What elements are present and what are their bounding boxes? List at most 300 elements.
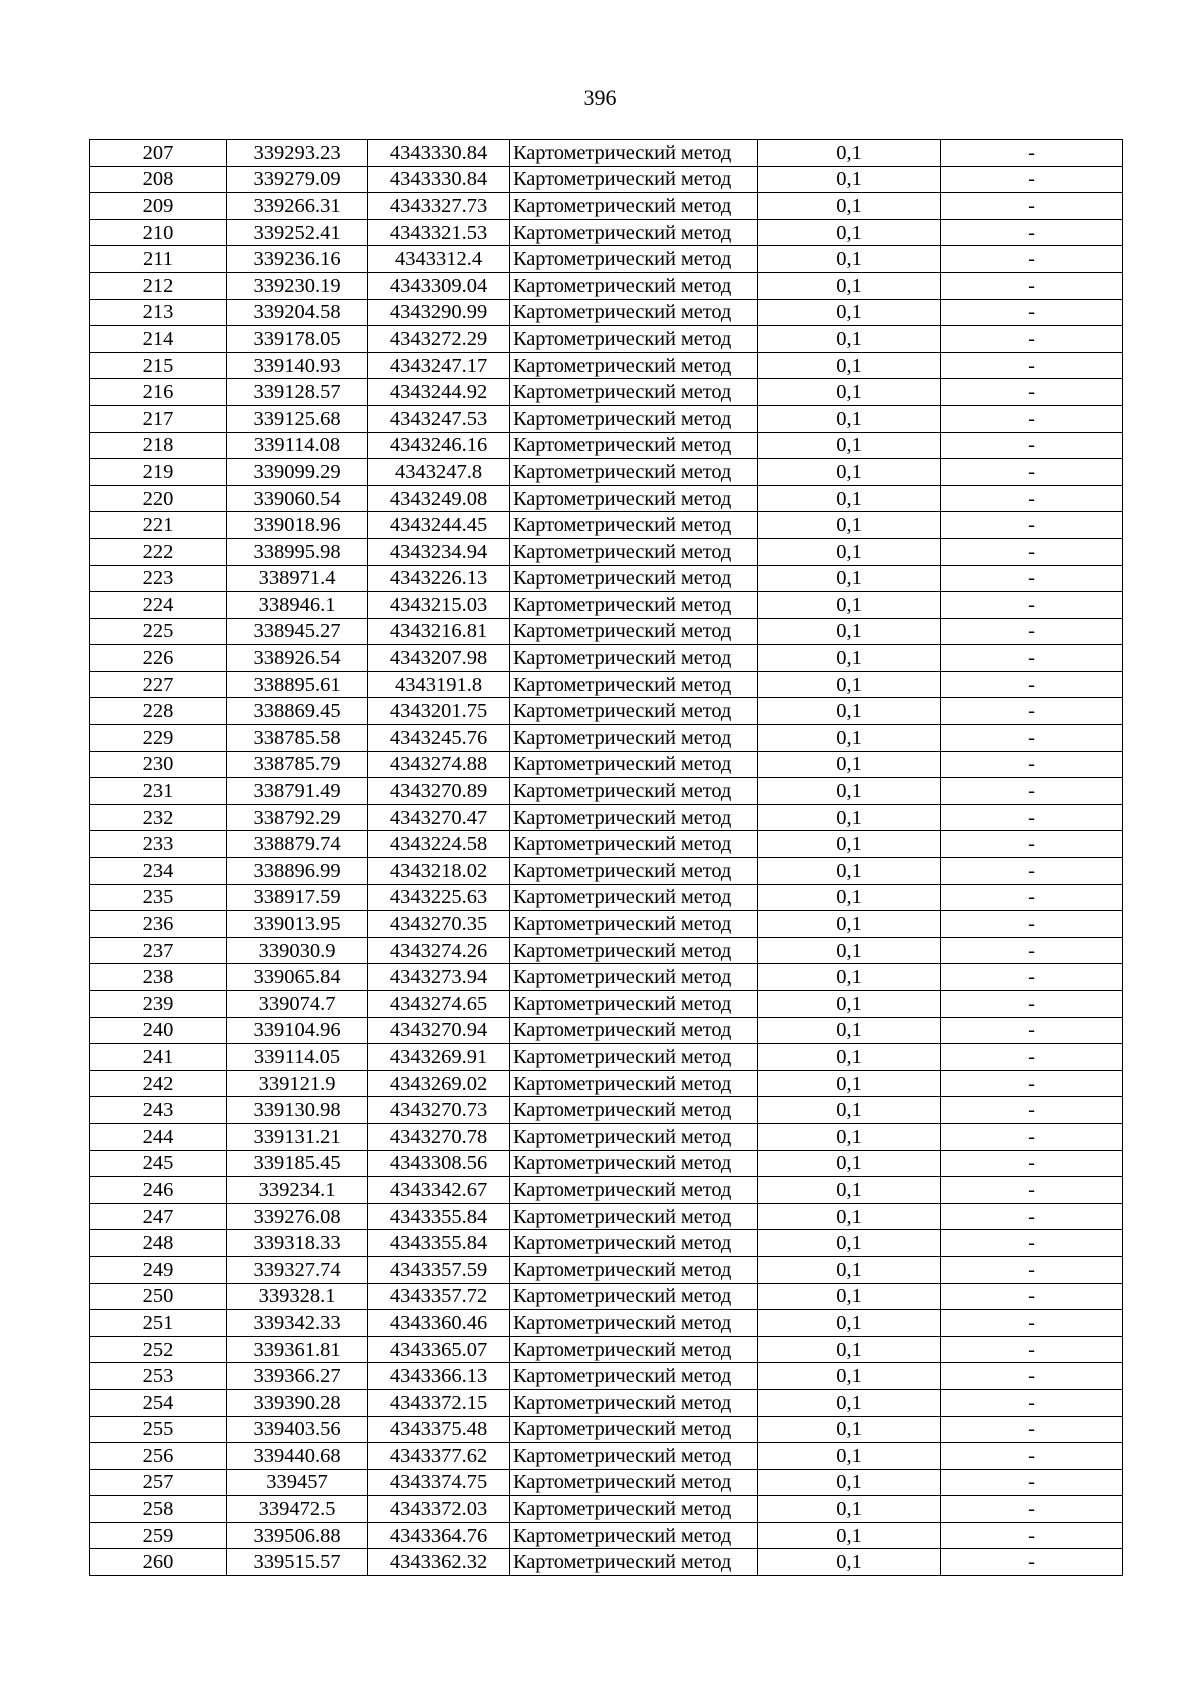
point-number-cell: 252 [90,1336,227,1363]
note-cell: - [941,1123,1123,1150]
method-cell: Картометрический метод [510,485,758,512]
note-cell: - [941,166,1123,193]
point-number-cell: 221 [90,512,227,539]
y-coordinate-cell: 4343355.84 [368,1230,510,1257]
y-coordinate-cell: 4343312.4 [368,246,510,273]
method-cell: Картометрический метод [510,1549,758,1576]
table-row [90,1017,1123,1044]
point-number-cell: 234 [90,858,227,885]
y-coordinate-cell: 4343215.03 [368,592,510,619]
table-row [90,1097,1123,1124]
accuracy-cell: 0,1 [758,193,941,220]
method-cell: Картометрический метод [510,538,758,565]
point-number-cell: 256 [90,1443,227,1470]
accuracy-cell: 0,1 [758,140,941,167]
accuracy-cell: 0,1 [758,645,941,672]
accuracy-cell: 0,1 [758,618,941,645]
y-coordinate-cell: 4343270.73 [368,1097,510,1124]
x-coordinate-cell: 339185.45 [227,1150,368,1177]
x-coordinate-cell: 339366.27 [227,1363,368,1390]
note-cell: - [941,751,1123,778]
note-cell: - [941,219,1123,246]
accuracy-cell: 0,1 [758,937,941,964]
accuracy-cell: 0,1 [758,1443,941,1470]
accuracy-cell: 0,1 [758,1310,941,1337]
point-number-cell: 223 [90,565,227,592]
method-cell: Картометрический метод [510,911,758,938]
accuracy-cell: 0,1 [758,1070,941,1097]
point-number-cell: 227 [90,671,227,698]
accuracy-cell: 0,1 [758,1097,941,1124]
x-coordinate-cell: 339390.28 [227,1389,368,1416]
note-cell: - [941,1522,1123,1549]
accuracy-cell: 0,1 [758,1230,941,1257]
y-coordinate-cell: 4343273.94 [368,964,510,991]
table-row [90,432,1123,459]
y-coordinate-cell: 4343246.16 [368,432,510,459]
method-cell: Картометрический метод [510,246,758,273]
method-cell: Картометрический метод [510,884,758,911]
point-number-cell: 239 [90,991,227,1018]
table-row [90,1389,1123,1416]
point-number-cell: 220 [90,485,227,512]
point-number-cell: 249 [90,1256,227,1283]
accuracy-cell: 0,1 [758,272,941,299]
table-row [90,1070,1123,1097]
accuracy-cell: 0,1 [758,1336,941,1363]
point-number-cell: 240 [90,1017,227,1044]
point-number-cell: 216 [90,379,227,406]
note-cell: - [941,1203,1123,1230]
x-coordinate-cell: 338792.29 [227,804,368,831]
note-cell: - [941,485,1123,512]
y-coordinate-cell: 4343342.67 [368,1177,510,1204]
y-coordinate-cell: 4343269.02 [368,1070,510,1097]
y-coordinate-cell: 4343249.08 [368,485,510,512]
note-cell: - [941,592,1123,619]
table-row [90,1336,1123,1363]
accuracy-cell: 0,1 [758,991,941,1018]
note-cell: - [941,671,1123,698]
table-row [90,645,1123,672]
table-row [90,405,1123,432]
method-cell: Картометрический метод [510,1044,758,1071]
method-cell: Картометрический метод [510,1522,758,1549]
method-cell: Картометрический метод [510,671,758,698]
x-coordinate-cell: 339065.84 [227,964,368,991]
point-number-cell: 209 [90,193,227,220]
y-coordinate-cell: 4343321.53 [368,219,510,246]
point-number-cell: 219 [90,459,227,486]
accuracy-cell: 0,1 [758,379,941,406]
table-row [90,1123,1123,1150]
table-row [90,831,1123,858]
x-coordinate-cell: 339131.21 [227,1123,368,1150]
accuracy-cell: 0,1 [758,858,941,885]
method-cell: Картометрический метод [510,405,758,432]
y-coordinate-cell: 4343207.98 [368,645,510,672]
table-row [90,884,1123,911]
accuracy-cell: 0,1 [758,804,941,831]
point-number-cell: 208 [90,166,227,193]
note-cell: - [941,1150,1123,1177]
y-coordinate-cell: 4343372.03 [368,1496,510,1523]
method-cell: Картометрический метод [510,831,758,858]
method-cell: Картометрический метод [510,618,758,645]
x-coordinate-cell: 339130.98 [227,1097,368,1124]
method-cell: Картометрический метод [510,1177,758,1204]
y-coordinate-cell: 4343270.94 [368,1017,510,1044]
note-cell: - [941,1177,1123,1204]
page-number: 396 [583,85,617,110]
point-number-cell: 224 [90,592,227,619]
accuracy-cell: 0,1 [758,884,941,911]
x-coordinate-cell: 339128.57 [227,379,368,406]
note-cell: - [941,1070,1123,1097]
y-coordinate-cell: 4343270.35 [368,911,510,938]
point-number-cell: 241 [90,1044,227,1071]
table-row [90,166,1123,193]
note-cell: - [941,379,1123,406]
note-cell: - [941,405,1123,432]
method-cell: Картометрический метод [510,1123,758,1150]
accuracy-cell: 0,1 [758,1203,941,1230]
accuracy-cell: 0,1 [758,538,941,565]
point-number-cell: 245 [90,1150,227,1177]
point-number-cell: 231 [90,778,227,805]
table-row [90,1256,1123,1283]
y-coordinate-cell: 4343244.92 [368,379,510,406]
table-row [90,352,1123,379]
y-coordinate-cell: 4343327.73 [368,193,510,220]
x-coordinate-cell: 338926.54 [227,645,368,672]
x-coordinate-cell: 338791.49 [227,778,368,805]
x-coordinate-cell: 339018.96 [227,512,368,539]
note-cell: - [941,1017,1123,1044]
note-cell: - [941,858,1123,885]
note-cell: - [941,991,1123,1018]
table-row [90,778,1123,805]
point-number-cell: 248 [90,1230,227,1257]
method-cell: Картометрический метод [510,1203,758,1230]
y-coordinate-cell: 4343274.26 [368,937,510,964]
x-coordinate-cell: 339060.54 [227,485,368,512]
point-number-cell: 243 [90,1097,227,1124]
method-cell: Картометрический метод [510,751,758,778]
table-row [90,140,1123,167]
x-coordinate-cell: 338946.1 [227,592,368,619]
x-coordinate-cell: 339140.93 [227,352,368,379]
method-cell: Картометрический метод [510,1416,758,1443]
table-row [90,1469,1123,1496]
method-cell: Картометрический метод [510,1017,758,1044]
table-row [90,1203,1123,1230]
table-row [90,671,1123,698]
accuracy-cell: 0,1 [758,1283,941,1310]
point-number-cell: 210 [90,219,227,246]
x-coordinate-cell: 339515.57 [227,1549,368,1576]
accuracy-cell: 0,1 [758,592,941,619]
table-row [90,272,1123,299]
y-coordinate-cell: 4343201.75 [368,698,510,725]
method-cell: Картометрический метод [510,166,758,193]
table-row [90,1310,1123,1337]
accuracy-cell: 0,1 [758,1496,941,1523]
method-cell: Картометрический метод [510,565,758,592]
table-row [90,964,1123,991]
accuracy-cell: 0,1 [758,911,941,938]
point-number-cell: 226 [90,645,227,672]
note-cell: - [941,193,1123,220]
y-coordinate-cell: 4343247.53 [368,405,510,432]
accuracy-cell: 0,1 [758,671,941,698]
x-coordinate-cell: 339121.9 [227,1070,368,1097]
accuracy-cell: 0,1 [758,246,941,273]
note-cell: - [941,1283,1123,1310]
method-cell: Картометрический метод [510,459,758,486]
x-coordinate-cell: 339472.5 [227,1496,368,1523]
y-coordinate-cell: 4343365.07 [368,1336,510,1363]
x-coordinate-cell: 338971.4 [227,565,368,592]
point-number-cell: 233 [90,831,227,858]
accuracy-cell: 0,1 [758,1416,941,1443]
x-coordinate-cell: 338995.98 [227,538,368,565]
x-coordinate-cell: 339234.1 [227,1177,368,1204]
table-row [90,1443,1123,1470]
x-coordinate-cell: 339252.41 [227,219,368,246]
y-coordinate-cell: 4343247.8 [368,459,510,486]
table-row [90,1044,1123,1071]
y-coordinate-cell: 4343270.89 [368,778,510,805]
x-coordinate-cell: 339276.08 [227,1203,368,1230]
y-coordinate-cell: 4343330.84 [368,140,510,167]
point-number-cell: 215 [90,352,227,379]
accuracy-cell: 0,1 [758,1389,941,1416]
y-coordinate-cell: 4343234.94 [368,538,510,565]
x-coordinate-cell: 338785.58 [227,725,368,752]
method-cell: Картометрический метод [510,964,758,991]
point-number-cell: 235 [90,884,227,911]
method-cell: Картометрический метод [510,778,758,805]
table-row [90,937,1123,964]
accuracy-cell: 0,1 [758,326,941,353]
point-number-cell: 222 [90,538,227,565]
table-row [90,1150,1123,1177]
accuracy-cell: 0,1 [758,459,941,486]
note-cell: - [941,246,1123,273]
table-row [90,538,1123,565]
x-coordinate-cell: 338785.79 [227,751,368,778]
accuracy-cell: 0,1 [758,405,941,432]
note-cell: - [941,1044,1123,1071]
x-coordinate-cell: 338945.27 [227,618,368,645]
x-coordinate-cell: 338879.74 [227,831,368,858]
y-coordinate-cell: 4343357.59 [368,1256,510,1283]
table-row [90,512,1123,539]
y-coordinate-cell: 4343362.32 [368,1549,510,1576]
method-cell: Картометрический метод [510,698,758,725]
point-number-cell: 251 [90,1310,227,1337]
table-row [90,751,1123,778]
accuracy-cell: 0,1 [758,1177,941,1204]
note-cell: - [941,937,1123,964]
note-cell: - [941,1310,1123,1337]
note-cell: - [941,1443,1123,1470]
note-cell: - [941,1496,1123,1523]
accuracy-cell: 0,1 [758,698,941,725]
method-cell: Картометрический метод [510,645,758,672]
x-coordinate-cell: 339074.7 [227,991,368,1018]
method-cell: Картометрический метод [510,1070,758,1097]
note-cell: - [941,272,1123,299]
method-cell: Картометрический метод [510,352,758,379]
method-cell: Картометрический метод [510,1150,758,1177]
method-cell: Картометрический метод [510,1230,758,1257]
x-coordinate-cell: 339266.31 [227,193,368,220]
y-coordinate-cell: 4343290.99 [368,299,510,326]
table-row [90,911,1123,938]
x-coordinate-cell: 339114.05 [227,1044,368,1071]
y-coordinate-cell: 4343364.76 [368,1522,510,1549]
table-row [90,485,1123,512]
x-coordinate-cell: 339030.9 [227,937,368,964]
x-coordinate-cell: 339104.96 [227,1017,368,1044]
point-number-cell: 238 [90,964,227,991]
accuracy-cell: 0,1 [758,299,941,326]
point-number-cell: 254 [90,1389,227,1416]
accuracy-cell: 0,1 [758,1123,941,1150]
point-number-cell: 212 [90,272,227,299]
method-cell: Картометрический метод [510,1283,758,1310]
note-cell: - [941,884,1123,911]
point-number-cell: 236 [90,911,227,938]
accuracy-cell: 0,1 [758,964,941,991]
y-coordinate-cell: 4343274.88 [368,751,510,778]
x-coordinate-cell: 339230.19 [227,272,368,299]
method-cell: Картометрический метод [510,1496,758,1523]
x-coordinate-cell: 339327.74 [227,1256,368,1283]
method-cell: Картометрический метод [510,193,758,220]
x-coordinate-cell: 339457 [227,1469,368,1496]
note-cell: - [941,778,1123,805]
method-cell: Картометрический метод [510,1443,758,1470]
y-coordinate-cell: 4343244.45 [368,512,510,539]
note-cell: - [941,698,1123,725]
note-cell: - [941,831,1123,858]
note-cell: - [941,1363,1123,1390]
y-coordinate-cell: 4343355.84 [368,1203,510,1230]
point-number-cell: 255 [90,1416,227,1443]
y-coordinate-cell: 4343309.04 [368,272,510,299]
method-cell: Картометрический метод [510,725,758,752]
y-coordinate-cell: 4343245.76 [368,725,510,752]
note-cell: - [941,352,1123,379]
x-coordinate-cell: 339013.95 [227,911,368,938]
accuracy-cell: 0,1 [758,219,941,246]
point-number-cell: 257 [90,1469,227,1496]
note-cell: - [941,1389,1123,1416]
y-coordinate-cell: 4343375.48 [368,1416,510,1443]
point-number-cell: 260 [90,1549,227,1576]
method-cell: Картометрический метод [510,1389,758,1416]
method-cell: Картометрический метод [510,272,758,299]
method-cell: Картометрический метод [510,804,758,831]
point-number-cell: 228 [90,698,227,725]
point-number-cell: 214 [90,326,227,353]
x-coordinate-cell: 339440.68 [227,1443,368,1470]
y-coordinate-cell: 4343377.62 [368,1443,510,1470]
y-coordinate-cell: 4343269.91 [368,1044,510,1071]
note-cell: - [941,1256,1123,1283]
y-coordinate-cell: 4343308.56 [368,1150,510,1177]
table-row [90,618,1123,645]
x-coordinate-cell: 338895.61 [227,671,368,698]
note-cell: - [941,1549,1123,1576]
y-coordinate-cell: 4343274.65 [368,991,510,1018]
accuracy-cell: 0,1 [758,778,941,805]
note-cell: - [941,804,1123,831]
note-cell: - [941,432,1123,459]
point-number-cell: 246 [90,1177,227,1204]
table-row [90,565,1123,592]
method-cell: Картометрический метод [510,432,758,459]
note-cell: - [941,725,1123,752]
table-row [90,804,1123,831]
method-cell: Картометрический метод [510,937,758,964]
point-number-cell: 229 [90,725,227,752]
table-row [90,991,1123,1018]
table-row [90,326,1123,353]
note-cell: - [941,459,1123,486]
accuracy-cell: 0,1 [758,166,941,193]
point-number-cell: 225 [90,618,227,645]
table-row [90,459,1123,486]
y-coordinate-cell: 4343191.8 [368,671,510,698]
accuracy-cell: 0,1 [758,512,941,539]
note-cell: - [941,618,1123,645]
note-cell: - [941,645,1123,672]
method-cell: Картометрический метод [510,512,758,539]
y-coordinate-cell: 4343360.46 [368,1310,510,1337]
x-coordinate-cell: 339178.05 [227,326,368,353]
method-cell: Картометрический метод [510,991,758,1018]
coordinates-table [89,139,1123,1576]
method-cell: Картометрический метод [510,1469,758,1496]
y-coordinate-cell: 4343224.58 [368,831,510,858]
x-coordinate-cell: 338896.99 [227,858,368,885]
x-coordinate-cell: 339114.08 [227,432,368,459]
y-coordinate-cell: 4343374.75 [368,1469,510,1496]
point-number-cell: 230 [90,751,227,778]
method-cell: Картометрический метод [510,1363,758,1390]
table-row [90,1177,1123,1204]
accuracy-cell: 0,1 [758,725,941,752]
x-coordinate-cell: 339361.81 [227,1336,368,1363]
note-cell: - [941,299,1123,326]
note-cell: - [941,911,1123,938]
accuracy-cell: 0,1 [758,1363,941,1390]
point-number-cell: 259 [90,1522,227,1549]
x-coordinate-cell: 339342.33 [227,1310,368,1337]
x-coordinate-cell: 339403.56 [227,1416,368,1443]
point-number-cell: 232 [90,804,227,831]
table-row [90,379,1123,406]
y-coordinate-cell: 4343330.84 [368,166,510,193]
y-coordinate-cell: 4343366.13 [368,1363,510,1390]
note-cell: - [941,538,1123,565]
accuracy-cell: 0,1 [758,1044,941,1071]
method-cell: Картометрический метод [510,299,758,326]
